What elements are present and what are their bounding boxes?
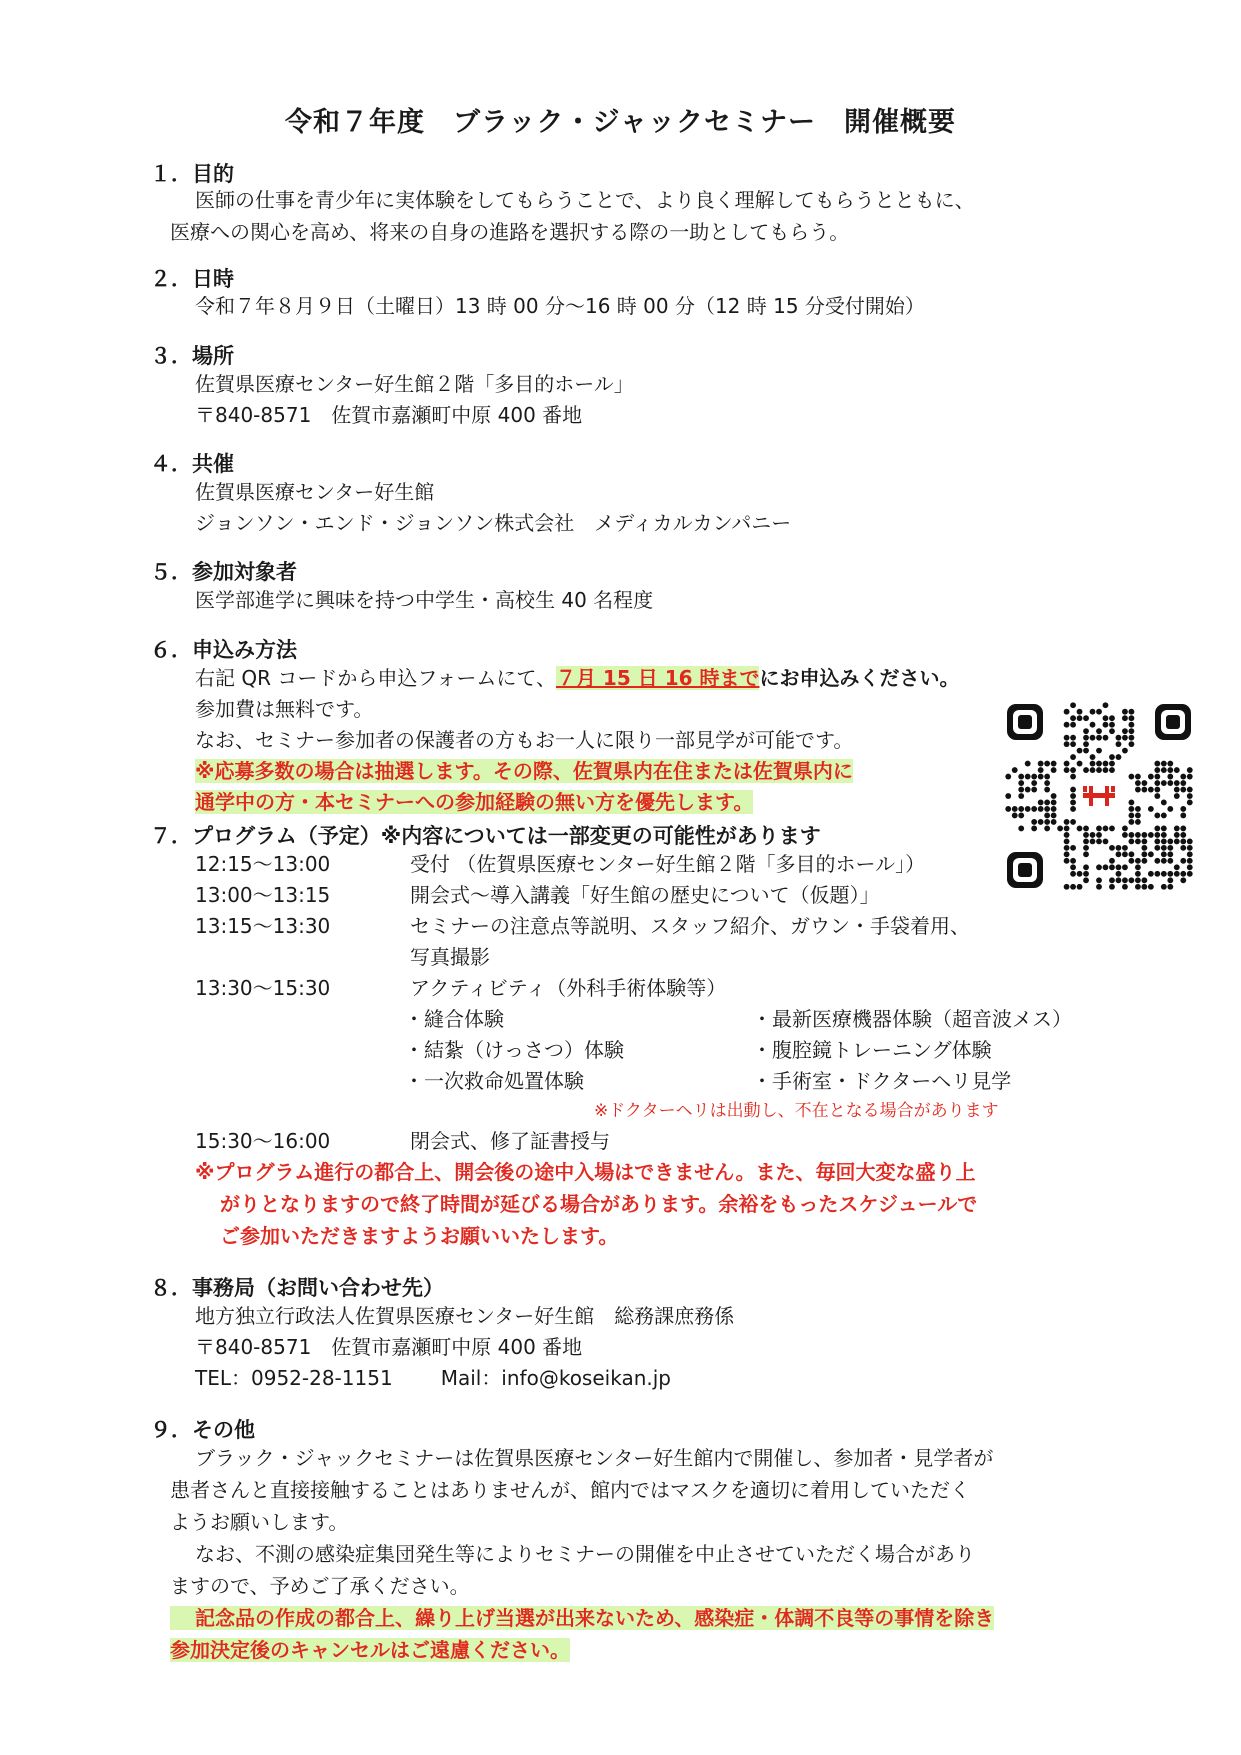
s9-line-2: 患者さんと直接接触することはありませんが、館内ではマスクを適切に着用していただく (170, 1478, 970, 1502)
activity-item: ・手術室・ドクターヘリ見学 (752, 1069, 1012, 1093)
program-time: 13:00〜13:15 (195, 883, 331, 907)
s2-line-1: 令和７年８月９日（土曜日）13 時 00 分〜16 時 00 分（12 時 15 分受付開始） (195, 294, 925, 318)
s4-line-1: 佐賀県医療センター好生館 (195, 480, 435, 504)
s6-line-4 (195, 757, 853, 785)
cancel-note-2: 参加決定後のキャンセルはご遠慮ください。 (170, 1638, 570, 1662)
activity-item: ・縫合体験 (404, 1007, 504, 1031)
s9-line-4: なお、不測の感染症集団発生等によりセミナーの開催を中止させていただく場合があり (195, 1542, 975, 1566)
activity-item: ・結紮（けっさつ）体験 (404, 1038, 624, 1062)
s6-line-5 (195, 788, 753, 816)
lottery-note-2: 通学中の方・本セミナーへの参加経験の無い方を優先します。 (195, 790, 754, 814)
s9-line-3: ようお願いします。 (170, 1510, 349, 1534)
s6-line-1 (195, 664, 959, 692)
program-text: アクティビティ（外科手術体験等） (410, 976, 727, 1000)
lottery-note-1: ※応募多数の場合は抽選します。その際、佐賀県内在住または佐賀県内に (195, 759, 853, 783)
s8-line-2: 〒840-8571 佐賀市嘉瀬町中原 400 番地 (195, 1335, 583, 1359)
program-text: 開会式〜導入講義「好生館の歴史について（仮題）」 (410, 883, 880, 907)
activity-item: ・腹腔鏡トレーニング体験 (752, 1038, 992, 1062)
s8-line-3 (195, 1364, 671, 1392)
tel: TEL：0952-28-1151 (195, 1366, 393, 1390)
activity-item: ・最新医療機器体験（超音波メス） (752, 1007, 1072, 1031)
program-time: 13:15〜13:30 (195, 914, 331, 938)
program-row (195, 943, 490, 971)
s9-line-6 (170, 1604, 994, 1632)
section-4-heading: ４．共催 (150, 452, 234, 476)
program-row (195, 912, 970, 940)
cancel-note-1: 記念品の作成の都合上、繰り上げ当選が出来ないため、感染症・体調不良等の事情を除き (170, 1606, 994, 1630)
section-9-heading: ９．その他 (150, 1418, 255, 1442)
s4-line-2: ジョンソン・エンド・ジョンソン株式会社 メディカルカンパニー (195, 511, 792, 535)
s9-line-5: ますので、予めご了承ください。 (170, 1574, 470, 1598)
program-text: 閉会式、修了証書授与 (410, 1129, 610, 1153)
s6-line-1c: にお申込みください。 (759, 666, 960, 690)
mail[interactable]: Mail：info@koseikan.jp (440, 1366, 671, 1390)
section-8-heading: ８．事務局（お問い合わせ先） (150, 1276, 444, 1300)
s9-line-1: ブラック・ジャックセミナーは佐賀県医療センター好生館内で開催し、参加者・見学者が (195, 1446, 994, 1470)
s5-line-1: 医学部進学に興味を持つ中学生・高校生 40 名程度 (195, 588, 654, 612)
page-title: 令和７年度 ブラック・ジャックセミナー 開催概要 (285, 107, 956, 138)
s1-line-1: 医師の仕事を青少年に実体験をしてもらうことで、より良く理解してもらうとともに、 (195, 188, 975, 212)
program-time: 13:30〜15:30 (195, 976, 331, 1000)
program-note-1: ※プログラム進行の都合上、開会後の途中入場はできません。また、毎回大変な盛り上 (195, 1160, 976, 1184)
section-3-heading: ３．場所 (150, 344, 234, 368)
section-2-heading: ２．日時 (150, 267, 234, 291)
program-time: 15:30〜16:00 (195, 1129, 331, 1153)
program-text: 受付 （佐賀県医療センター好生館２階「多目的ホール」） (410, 852, 926, 876)
s1-line-2: 医療への関心を高め、将来の自身の進路を選択する際の一助としてもらう。 (170, 220, 850, 244)
program-note-2: がりとなりますので終了時間が延びる場合があります。余裕をもったスケジュールで (220, 1192, 978, 1216)
s3-line-1: 佐賀県医療センター好生館２階「多目的ホール」 (195, 372, 634, 396)
s6-line-2: 参加費は無料です。 (195, 697, 374, 721)
deadline: ７月 15 日 16 時まで (555, 666, 760, 690)
program-text: セミナーの注意点等説明、スタッフ紹介、ガウン・手袋着用、 (410, 914, 970, 938)
program-text: 写真撮影 (410, 945, 490, 969)
qr-code[interactable] (1005, 702, 1193, 890)
heli-note: ※ドクターヘリは出動し、不在となる場合があります (594, 1101, 999, 1121)
program-time: 12:15〜13:00 (195, 852, 331, 876)
program-row (195, 881, 880, 909)
s9-line-7 (170, 1636, 570, 1664)
section-1-heading: １．目的 (150, 162, 234, 186)
activity-item: ・一次救命処置体験 (404, 1069, 584, 1093)
s8-line-1: 地方独立行政法人佐賀県医療センター好生館 総務課庶務係 (195, 1304, 735, 1328)
program-note-3: ご参加いただきますようお願いいたします。 (220, 1224, 619, 1248)
program-row (195, 1127, 610, 1155)
section-5-heading: ５．参加対象者 (150, 560, 297, 584)
section-7-heading: ７．プログラム（予定）※内容については一部変更の可能性があります (150, 824, 821, 848)
s6-line-3: なお、セミナー参加者の保護者の方もお一人に限り一部見学が可能です。 (195, 728, 854, 752)
program-row (195, 974, 726, 1002)
s6-line-1a: 右記 QR コードから申込フォームにて、 (195, 666, 556, 690)
program-row (195, 850, 925, 878)
section-6-heading: ６．申込み方法 (150, 638, 297, 662)
s3-line-2: 〒840-8571 佐賀市嘉瀬町中原 400 番地 (195, 403, 583, 427)
